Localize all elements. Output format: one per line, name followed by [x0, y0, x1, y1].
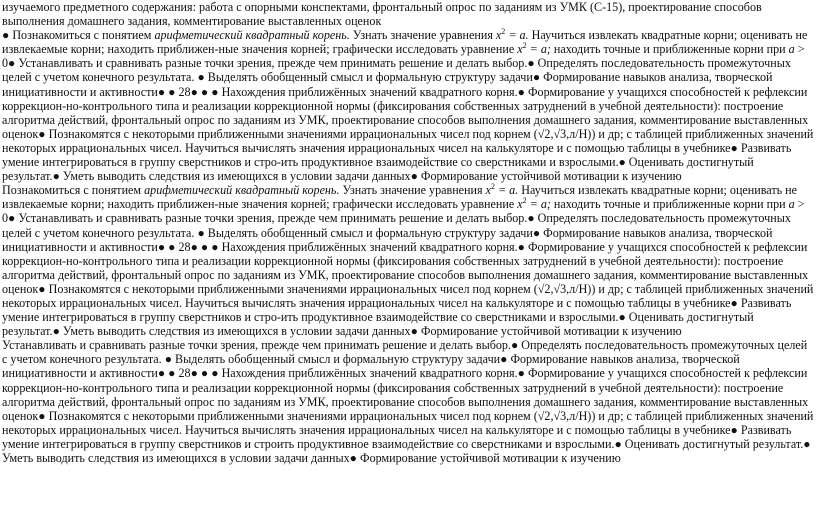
paragraph-objectives-continued — [2, 338, 814, 465]
text-run: Научиться извлекать квадратные корни; оценивать не извлекаемые корни; находить приближен-ные значения корней; графически исследовать уравнение — [2, 28, 808, 57]
italic-text-run: = a. — [505, 28, 529, 43]
italic-text-run: = a; — [526, 42, 551, 57]
paragraph-objectives-repeat — [2, 183, 814, 338]
text-run: Познакомиться с понятием — [2, 183, 145, 198]
italic-text-run: x — [517, 42, 523, 57]
text-run: Узнать значение уравнения — [349, 28, 496, 43]
italic-text-run: = a; — [526, 197, 551, 212]
italic-text-run: x — [495, 28, 502, 43]
text-run: Узнать значение уравнения — [339, 183, 486, 198]
paragraph-intro — [2, 0, 814, 28]
italic-text-run: a — [788, 42, 795, 57]
italic-text-run: арифметический квадратный корень. — [154, 28, 350, 43]
text-run: Научиться извлекать квадратные корни; оценивать не извлекаемые корни; находить приближен-ные значения корней; графически исследовать уравнение — [2, 183, 797, 212]
superscript-exponent: 2 — [490, 182, 495, 192]
superscript-exponent: 2 — [501, 27, 506, 37]
italic-text-run: x — [517, 197, 523, 212]
italic-text-run: арифметический квадратный корень. — [144, 183, 340, 198]
text-run: находить точные и приближенные корни при — [550, 42, 789, 57]
text-run: ● Познакомиться с понятием — [2, 28, 155, 43]
italic-text-run: a — [788, 197, 795, 212]
text-run: Устанавливать и сравнивать разные точки зрения, прежде чем принимать решение и делать выбор.● Определять последовательность промежуточных целей с учетом конечного результата. ● Выделять обобщенный смысл и формальную структуру задачи● Формирование навыков анализа, творческой инициативности и активности● ● 28● ● ● Нахождения приближённых значений квадратного корня.● Формирование у учащихся способностей к рефлексии коррекцион-но-контрольного типа и реализации коррекционной нормы (фиксирования собственных затруднений в учебной деятельности): построение алгоритма действий, фронтальный опрос по заданиям из УМК, проектирование способов выполнения домашнего задания, комментирование выставленных оценок● Познакомятся с некоторыми приближенными значениями иррациональных чисел под корнем (√2,√3,л/Н)) и др; с таблицей приближенных значений некоторых иррациональных чисел. Научиться вычислять значения иррациональных чисел на калькуляторе и с помощью таблицы в учебнике● Развивать умение интегрироваться в группу сверстников и строить продуктивное взаимодействие со сверстниками и взрослыми.● Оценивать достигнутый результат.● Уметь выводить следствия из имеющихся в условии задачи данных● Формирование устойчивой мотивации к изучению — [2, 338, 814, 465]
text-run: > 0● Устанавливать и сравнивать разные точки зрения, прежде чем принимать решение и делать выбор.● Определять последовательность промежуточных целей с учетом конечного результата. ● Выделять обобщенный смысл и формальную структуру задачи● Формирование навыков анализа, творческой инициативности и активности● ● 28● ● ● Нахождения приближённых значений квадратного корня.● Формирование у учащихся способностей к рефлексии коррекцион-но-контрольного типа и реализации коррекционной нормы (фиксирования собственных затруднений в учебной деятельности): построение алгоритма действий, фронтальный опрос по заданиям из УМК, проектирование способов выполнения домашнего задания, комментирование выставленных оценок● Познакомятся с некоторыми приближенными значениями иррациональных чисел под корнем (√2,√3,л/Н)) и др; с таблицей приближенных значений некоторых иррациональных чисел. Научиться вычислять значения иррациональных чисел на калькуляторе и с помощью таблицы в учебнике● Развивать умение интегрироваться в группу сверстников и стро-ить продуктивное взаимодействие со сверстниками и взрослыми.● Оценивать достигнутый результат.● Уметь выводить следствия из имеющихся в условии задачи данных● Формирование устойчивой мотивации к изучению — [2, 197, 814, 339]
paragraph-objectives-bulleted — [2, 28, 814, 183]
text-run: находить точные и приближенные корни при — [550, 197, 789, 212]
superscript-exponent: 2 — [522, 41, 527, 51]
superscript-exponent: 2 — [522, 196, 527, 206]
text-run: изучаемого предметного содержания: работа с опорными конспектами, фронтальный опрос по заданиям из УМК (С-15), проектирование способов выполнения домашнего задания, комментирование выставленных оценок — [2, 0, 762, 29]
text-run: > 0● Устанавливать и сравнивать разные точки зрения, прежде чем принимать решение и делать выбор.● Определять последовательность промежуточных целей с учетом конечного результата. ● Выделять обобщенный смысл и формальную структуру задачи● Формирование навыков анализа, творческой инициативности и активности● ● 28● ● ● Нахождения приближённых значений квадратного корня.● Формирование у учащихся способностей к рефлексии коррекцион-но-контрольного типа и реализации коррекционной нормы (фиксирования собственных затруднений в учебной деятельности): построение алгоритма действий, фронтальный опрос по заданиям из УМК, проектирование способов выполнения домашнего задания, комментирование выставленных оценок● Познакомятся с некоторыми приближенными значениями иррациональных чисел под корнем (√2,√3,л/Н)) и др; с таблицей приближенных значений некоторых иррациональных чисел. Научиться вычислять значения иррациональных чисел на калькуляторе и с помощью таблицы в учебнике● Развивать умение интегрироваться в группу сверстников и стро-ить продуктивное взаимодействие со сверстниками и взрослыми.● Оценивать достигнутый результат.● Уметь выводить следствия из имеющихся в условии задачи данных● Формирование устойчивой мотивации к изучению — [2, 42, 814, 184]
italic-text-run: x — [485, 183, 491, 198]
italic-text-run: = a. — [494, 183, 519, 198]
